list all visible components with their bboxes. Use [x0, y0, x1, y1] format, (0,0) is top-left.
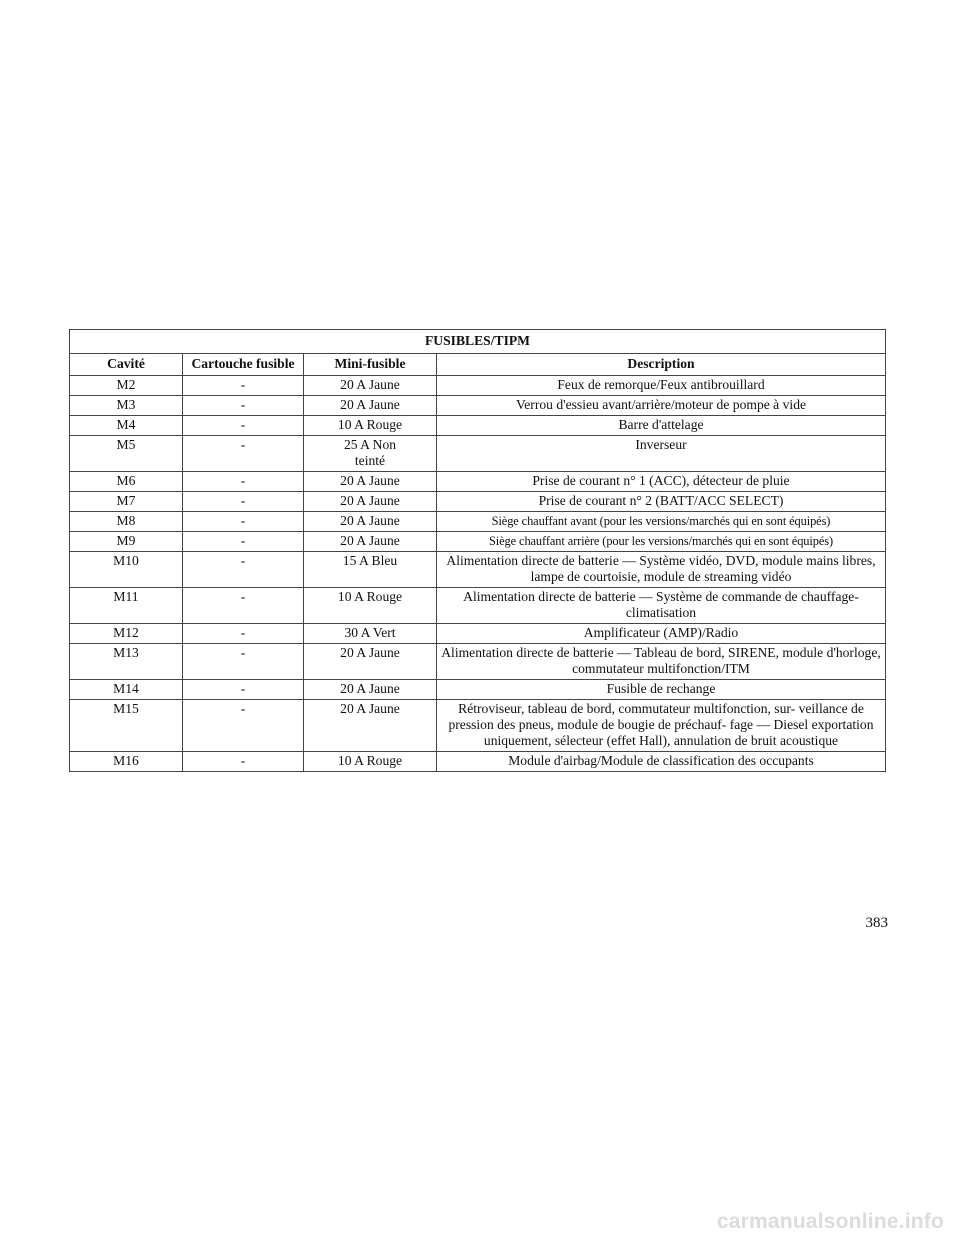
- cavity-cell: M12: [70, 624, 183, 644]
- description-cell: Siège chauffant avant (pour les versions/marchés qui en sont équipés): [437, 512, 886, 532]
- table-row: [70, 644, 886, 680]
- description-cell: Prise de courant n° 1 (ACC), détecteur de pluie: [437, 472, 886, 492]
- header-description: Description: [437, 354, 886, 376]
- cartridge-cell: -: [183, 472, 304, 492]
- mini-fuse-cell: 20 A Jaune: [304, 512, 437, 532]
- header-cavity: Cavité: [70, 354, 183, 376]
- description-cell: Feux de remorque/Feux antibrouillard: [437, 376, 886, 396]
- cavity-cell: M7: [70, 492, 183, 512]
- cavity-cell: M6: [70, 472, 183, 492]
- table-row: [70, 376, 886, 396]
- table-row: [70, 752, 886, 772]
- cartridge-cell: -: [183, 680, 304, 700]
- cartridge-cell: -: [183, 416, 304, 436]
- cartridge-cell: -: [183, 700, 304, 752]
- table-row: [70, 512, 886, 532]
- cavity-cell: M11: [70, 588, 183, 624]
- description-cell: Amplificateur (AMP)/Radio: [437, 624, 886, 644]
- cavity-cell: M15: [70, 700, 183, 752]
- mini-fuse-cell: 20 A Jaune: [304, 700, 437, 752]
- description-cell: Rétroviseur, tableau de bord, commutateur multifonction, sur- veillance de pression des pneus, module de bougie de préchauf- fage — Diesel exportation uniquement, sélecteur (effet Hall), annulation de bruit acoustique: [437, 700, 886, 752]
- description-cell: Alimentation directe de batterie — Tableau de bord, SIRENE, module d'horloge, commutateur multifonction/ITM: [437, 644, 886, 680]
- cavity-cell: M10: [70, 552, 183, 588]
- cavity-cell: M16: [70, 752, 183, 772]
- table-row: [70, 680, 886, 700]
- description-cell: Inverseur: [437, 436, 886, 472]
- table-row: [70, 416, 886, 436]
- mini-fuse-cell: 20 A Jaune: [304, 492, 437, 512]
- description-cell: Siège chauffant arrière (pour les versions/marchés qui en sont équipés): [437, 532, 886, 552]
- description-cell: Prise de courant n° 2 (BATT/ACC SELECT): [437, 492, 886, 512]
- cartridge-cell: -: [183, 644, 304, 680]
- cartridge-cell: -: [183, 436, 304, 472]
- watermark: carmanualsonline.info: [716, 1210, 944, 1233]
- table-row: [70, 396, 886, 416]
- mini-fuse-cell: 20 A Jaune: [304, 532, 437, 552]
- mini-fuse-cell: 20 A Jaune: [304, 376, 437, 396]
- header-mini-fuse: Mini-fusible: [304, 354, 437, 376]
- cavity-cell: M13: [70, 644, 183, 680]
- mini-fuse-cell: 15 A Bleu: [304, 552, 437, 588]
- cartridge-cell: -: [183, 624, 304, 644]
- table-row: [70, 588, 886, 624]
- cavity-cell: M14: [70, 680, 183, 700]
- mini-fuse-cell: 10 A Rouge: [304, 752, 437, 772]
- table-header-row: [70, 354, 886, 376]
- mini-fuse-cell: 30 A Vert: [304, 624, 437, 644]
- cavity-cell: M5: [70, 436, 183, 472]
- table-row: [70, 552, 886, 588]
- mini-fuse-cell: 20 A Jaune: [304, 472, 437, 492]
- description-cell: Alimentation directe de batterie — Système de commande de chauffage-climatisation: [437, 588, 886, 624]
- cavity-cell: M9: [70, 532, 183, 552]
- description-cell: Barre d'attelage: [437, 416, 886, 436]
- table-caption-row: [70, 330, 886, 354]
- cartridge-cell: -: [183, 588, 304, 624]
- table-row: [70, 472, 886, 492]
- cavity-cell: M8: [70, 512, 183, 532]
- table-row: [70, 492, 886, 512]
- cartridge-cell: -: [183, 752, 304, 772]
- description-cell: Module d'airbag/Module de classification des occupants: [437, 752, 886, 772]
- cavity-cell: M3: [70, 396, 183, 416]
- fuse-table: [69, 329, 886, 772]
- cartridge-cell: -: [183, 396, 304, 416]
- cartridge-cell: -: [183, 552, 304, 588]
- table-row: [70, 436, 886, 472]
- mini-fuse-cell: 20 A Jaune: [304, 644, 437, 680]
- page-number: 383: [865, 915, 888, 931]
- cartridge-cell: -: [183, 492, 304, 512]
- cavity-cell: M4: [70, 416, 183, 436]
- cartridge-cell: -: [183, 532, 304, 552]
- table-row: [70, 700, 886, 752]
- table-row: [70, 624, 886, 644]
- table-caption: FUSIBLES/TIPM: [70, 330, 886, 354]
- mini-fuse-cell: 20 A Jaune: [304, 680, 437, 700]
- header-cartridge: Cartouche fusible: [183, 354, 304, 376]
- description-cell: Verrou d'essieu avant/arrière/moteur de pompe à vide: [437, 396, 886, 416]
- description-cell: Alimentation directe de batterie — Système vidéo, DVD, module mains libres, lampe de courtoisie, module de streaming vidéo: [437, 552, 886, 588]
- mini-fuse-cell: 10 A Rouge: [304, 588, 437, 624]
- mini-fuse-cell: 10 A Rouge: [304, 416, 437, 436]
- description-cell: Fusible de rechange: [437, 680, 886, 700]
- mini-fuse-cell: 25 A Non teinté: [304, 436, 437, 472]
- table-row: [70, 532, 886, 552]
- cavity-cell: M2: [70, 376, 183, 396]
- cartridge-cell: -: [183, 376, 304, 396]
- cartridge-cell: -: [183, 512, 304, 532]
- mini-fuse-cell: 20 A Jaune: [304, 396, 437, 416]
